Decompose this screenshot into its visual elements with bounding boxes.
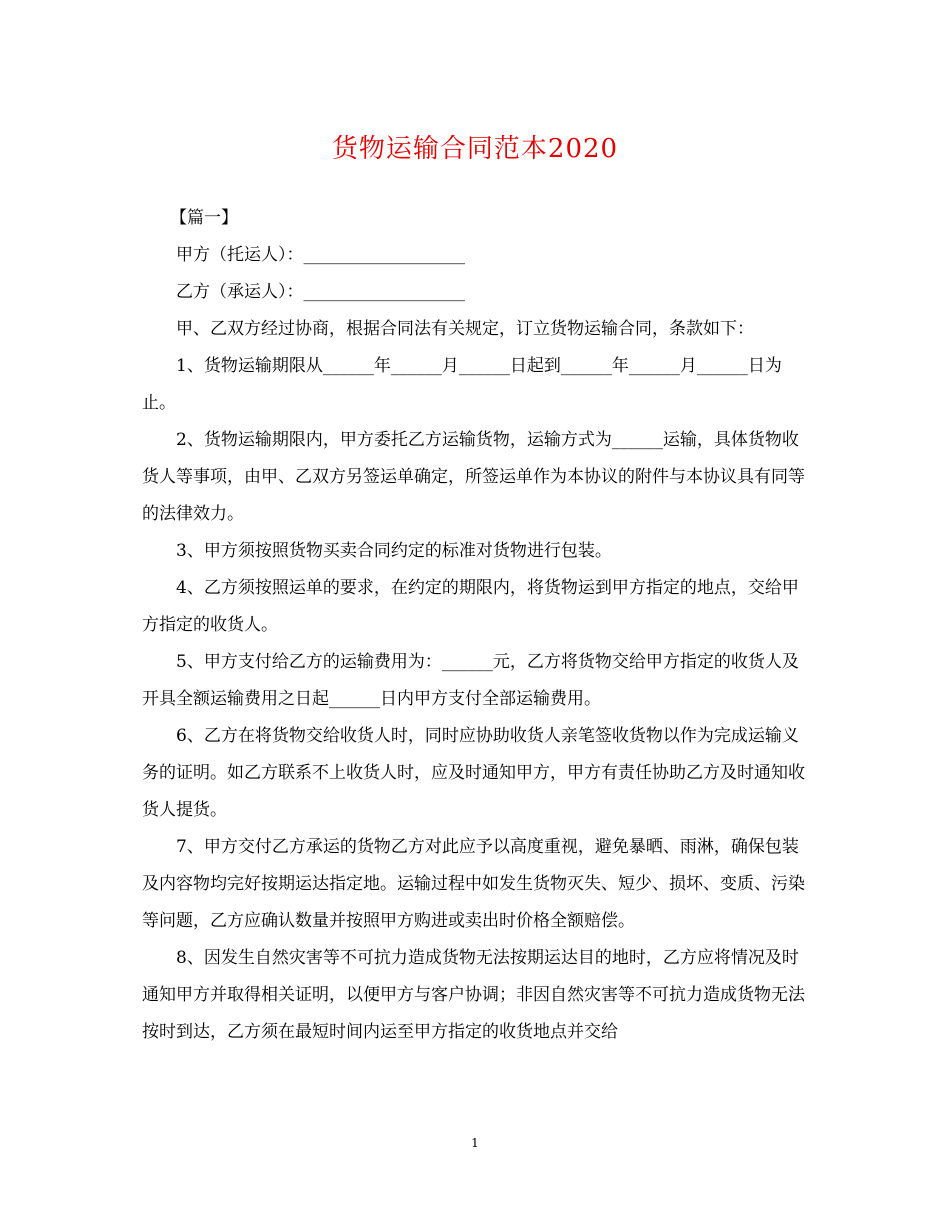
clause-3: 3、甲方须按照货物买卖合同约定的标准对货物进行包装。 [176, 541, 612, 561]
party-a-line: 甲方（托运人）：___________________ [176, 245, 465, 265]
document-body [142, 200, 808, 1051]
section-label: 【篇一】 [170, 208, 238, 228]
clause-7: 7、甲方交付乙方承运的货物乙方对此应予以高度重视，避免暴晒、雨淋，确保包装及内容物均完好按期运达指定地。运输过程中如发生货物灭失、短少、损坏、变质、污染等问题，乙方应确认数量并按照甲方购进或卖出时价格全额赔偿。 [142, 837, 805, 931]
page-number: 1 [471, 1136, 479, 1150]
clause-4: 4、乙方须按照运单的要求，在约定的期限内，将货物运到甲方指定的地点，交给甲方指定的收货人。 [142, 578, 799, 635]
clause-8: 8、因发生自然灾害等不可抗力造成货物无法按期运达目的地时，乙方应将情况及时通知甲方并取得相关证明，以便甲方与客户协调；非因自然灾害等不可抗力造成货物无法按时到达，乙方须在最短时间内运至甲方指定的收货地点并交给 [142, 948, 805, 1042]
party-b-line: 乙方（承运人）：___________________ [176, 282, 465, 302]
clause-5: 5、甲方支付给乙方的运输费用为：______元，乙方将货物交给甲方指定的收货人及开具全额运输费用之日起______日内甲方支付全部运输费用。 [142, 652, 799, 709]
document-title: 货物运输合同范本2020 [331, 134, 619, 164]
intro-paragraph: 甲、乙双方经过协商，根据合同法有关规定，订立货物运输合同，条款如下： [176, 319, 754, 339]
clause-2: 2、货物运输期限内，甲方委托乙方运输货物，运输方式为______运输，具体货物收货人等事项，由甲、乙双方另签运单确定，所签运单作为本协议的附件与本协议具有同等的法律效力。 [142, 430, 805, 524]
clause-6: 6、乙方在将货物交给收货人时，同时应协助收货人亲笔签收货物以作为完成运输义务的证明。如乙方联系不上收货人时，应及时通知甲方，甲方有责任协助乙方及时通知收货人提货。 [142, 726, 805, 820]
clause-1: 1、货物运输期限从______年______月______日起到______年______月______日为止。 [142, 356, 782, 413]
